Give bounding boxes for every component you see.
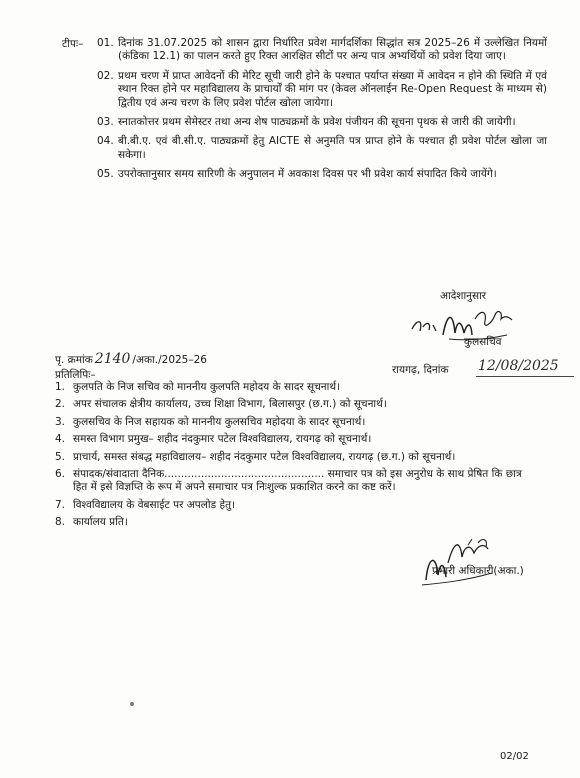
note-item: 01. दिनांक 31.07.2025 को शासन द्वारा निर्धारित प्रवेश मार्गदर्शिका सिद्धांत सत्र 2025–26 में उल्लेखित नियमों (कंडिका 12.1) का पालन करते हुए रिक्त आरक्षित सीटों पर अन्य पात्र अभ्यर्थियों को प्रवेश दिया जाए। [97, 37, 547, 63]
note-item: 02. प्रथम चरण में प्राप्त आवेदनों की मेरिट सूची जारी होने के पश्चात पर्याप्त संख्या में आवेदन न होने की स्थिति में एवं स्थान रिक्त होने पर महाविद्यालय के प्राचार्यों की मांग पर (केवल ऑनलाईन Re-Open Request के माध्यम से) द्वितीय एवं अन्य चरण के लिए प्रवेश पोर्टल खोला जायेगा। [97, 69, 547, 109]
notes-label: टीपः– [62, 38, 84, 50]
officer-title: प्रभारी अधिकारी(अका.) [432, 565, 524, 577]
note-item: 03. स्नातकोत्तर प्रथम सेमेस्टर तथा अन्य शेष पाठ्यक्रमों के प्रवेश पंजीयन की सूचना पृथक से जारी की जायेगी। [97, 116, 516, 129]
copies-list [55, 381, 535, 534]
reference-line [55, 351, 207, 367]
reference-suffix: /अका./2025–26 [132, 354, 207, 366]
reference-number: 2140 [94, 351, 131, 367]
copy-item: 4. समस्त विभाग प्रमुख– शहीद नंदकुमार पटेल विश्वविद्यालय, रायगढ़ को सूचनार्थ। [55, 433, 372, 446]
copy-item: 5. प्राचार्य, समस्त संबद्ध महाविद्यालय– शहीद नंदकुमार पटेल विश्वविद्यालय, रायगढ़ (छ.ग.) को सूचनार्थ। [55, 450, 456, 463]
copy-item: 3. कुलसचिव के निज सहायक को माननीय कुलसचिव महोदया के सादर सूचनार्थ। [55, 415, 366, 428]
registrar-title: कुलसचिव [464, 336, 502, 348]
officer-signature [418, 535, 498, 590]
copy-item: 8. कार्यालय प्रति। [55, 516, 128, 529]
note-item: 05. उपरोक्तानुसार समय सारिणी के अनुपालन में अवकाश दिवस पर भी प्रवेश कार्य संपादित किये जायेंगे। [97, 168, 497, 181]
reference-prefix: पृ. क्रमांक [55, 354, 93, 366]
copy-item: 2. अपर संचालक क्षेत्रीय कार्यालय, उच्च शिक्षा विभाग, बिलासपुर (छ.ग.) को सूचनार्थ। [55, 398, 387, 411]
copy-item: 1. कुलपति के निज सचिव को माननीय कुलपति महोदय के सादर सूचनार्थ। [55, 381, 341, 393]
order-text: आदेशानुसार [440, 290, 487, 302]
reference-date: 12/08/2025 [478, 358, 559, 374]
copy-item: 7. विश्वविद्यालय के वेबसाईट पर अपलोड हेतु। [55, 498, 236, 511]
date-underline [476, 376, 574, 377]
copy-item: 6. संपादक/संवादाता दैनिक................................................ समाचार पत्र को इस अनुरोध के साथ प्रेषित कि छात्र हित में इसे विज्ञप्ति के रूप में अपने समाचार पत्र निःशुल्क प्रकाशित करने का कष्ट करें। [55, 468, 522, 494]
scan-speck [130, 702, 134, 706]
reference-date-label: रायगढ़, दिनांक [392, 364, 449, 376]
notes-list [97, 37, 547, 188]
page-number: 02/02 [500, 751, 529, 762]
copy-label: प्रतिलिपिः– [55, 369, 96, 381]
note-item: 04. बी.बी.ए. एवं बी.सी.ए. पाठ्यक्रमों हेतु AICTE से अनुमति पत्र प्राप्त होने के पश्चात ही प्रवेश पोर्टल खोला जा सकेगा। [97, 135, 547, 161]
